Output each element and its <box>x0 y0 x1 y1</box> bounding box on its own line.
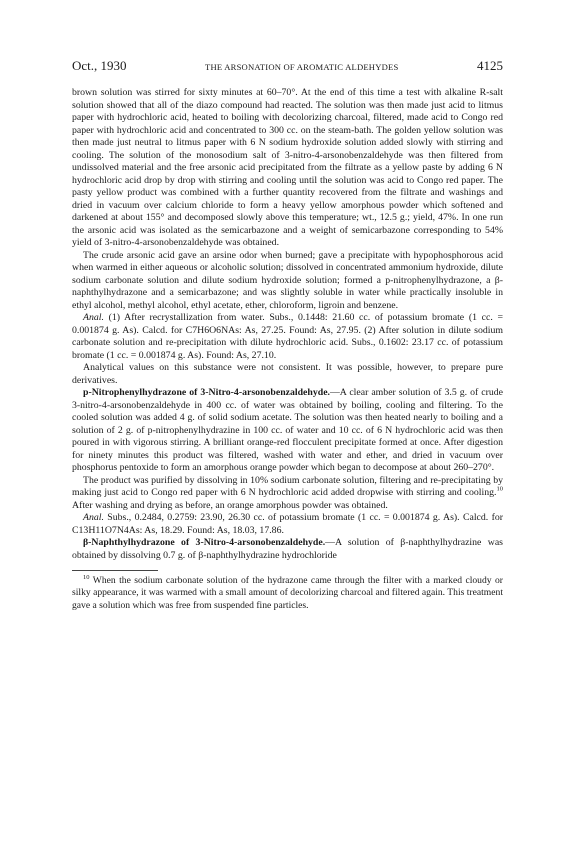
anal-label: Anal. <box>83 312 104 323</box>
paragraph-1: brown solution was stirred for sixty minutes at 60–70°. At the end of this time a test with alkaline R-salt solution showed that all of the diazo compound had reacted. The solution was then made just acid to litmus paper with hydrochloric acid, heated to boiling with decolorizing charcoal, filtered, made acid to Congo red paper with hydrochloric acid and concentrated to 300 cc. on the steam-bath. The golden yellow solution was then made just neutral to litmus paper with 6 N sodium hydroxide solution added slowly with stirring and cooling. The solution of the monosodium salt of 3-nitro-4-arsonobenzaldehyde was then filtered from undissolved material and the free arsonic acid precipitated from the filtrate as a yellow paste by adding 6 N hydrochloric acid drop by drop with stirring and cooling until the solution was acid to Congo red paper. The pasty yellow product was combined with a further quantity recovered from the filtrate and washings and dried in vacuum over calcium chloride to form a heavy yellow amorphous powder which softened and darkened at about 155° and decomposed slowly above this temperature; wt., 12.5 g.; yield, 47%. In one run the arsonic acid was isolated as the semicarbazone and a weight of semicarbazone corresponding to 54% yield of 3-nitro-4-arsonobenzaldehyde was obtained. <box>72 87 503 248</box>
article-body <box>72 87 503 562</box>
anal-label: Anal. <box>83 512 104 523</box>
footnote <box>72 575 503 612</box>
running-header <box>72 58 503 74</box>
paragraph-6: The product was purified by dissolving in 10% sodium carbonate solution, filtering and re-precipitating by making just acid to Congo red paper with 6 N hydrochloric acid added dropwise with stirring and cooling.$^{10}$ After washing and drying as before, an orange amorphous powder was obtained. <box>72 474 503 511</box>
analysis-2: Anal. Subs., 0.2484, 0.2759: 23.90, 26.30 cc. of potassium bromate (1 cc. = 0.001874 g. As). Calcd. for C13H11O7N4As: As, 18.29. Found: As, 18.03, 17.86. <box>72 512 504 536</box>
section-heading: β-Naphthylhydrazone of 3-Nitro-4-arsonobenzaldehyde. <box>83 537 326 548</box>
footnote-text: When the sodium carbonate solution of the hydrazone came through the filter with a marked cloudy or silky appearance, it was warmed with a small amount of decolorizing charcoal and filtered again. This treatment gave a solution which was free from suspended fine particles. <box>72 575 503 611</box>
footnote-ref: 10 <box>496 485 503 493</box>
section-nitrophenylhydrazone: p-Nitrophenylhydrazone of 3-Nitro-4-arsonobenzaldehyde.—A clear amber solution of 3.5 g. of crude 3-nitro-4-arsonobenzaldehyde in 400 cc. of water was obtained by boiling, cooling and filtering. To the cooled solution was added 4 g. of solid sodium acetate. The solution was then heated nearly to boiling and a solution of 2 g. of p-nitrophenylhydrazine in 100 cc. of water and 10 cc. of 6 N hydrochloric acid was then poured in with vigorous stirring. A brilliant orange-red flocculent precipitate formed at once. After digestion for ninety minutes this product was filtered, washed with water and ether, and dried in vacuum over phosphorus pentoxide to form an amorphous orange powder which began to decompose at about 260–270°. <box>72 387 503 473</box>
page-number: 4125 <box>476 58 503 73</box>
header-date: Oct., 1930 <box>72 58 127 73</box>
paragraph-4: Analytical values on this substance were not consistent. It was possible, however, to prepare pure derivatives. <box>72 362 503 386</box>
section-naphthylhydrazone: β-Naphthylhydrazone of 3-Nitro-4-arsonobenzaldehyde.—A solution of β-naphthylhydrazine was obtained by dissolving 0.7 g. of β-naphthylhydrazine hydrochloride <box>72 537 503 561</box>
footnote-marker: 10 <box>83 573 90 581</box>
section-heading: p-Nitrophenylhydrazone of 3-Nitro-4-arsonobenzaldehyde. <box>83 387 330 398</box>
footnote-divider <box>72 570 158 571</box>
journal-page <box>72 58 503 612</box>
analysis-1: Anal. (1) After recrystallization from water. Subs., 0.1448: 21.60 cc. of potassium bromate (1 cc. = 0.001874 g. As). Calcd. for C7H6O6NAs: As, 27.25. Found: As, 27.95. (2) After solution in dilute sodium carbonate solution and re-precipitation with dilute hydrochloric acid. Subs., 0.1602: 23.17 cc. of potassium bromate (1 cc. = 0.001874 g. As). Found: As, 27.10. <box>72 312 503 361</box>
header-title: THE ARSONATION OF AROMATIC ALDEHYDES <box>205 62 399 72</box>
paragraph-2: The crude arsonic acid gave an arsine odor when burned; gave a precipitate with hypophosphorous acid when warmed in either aqueous or alcoholic solution; dissolved in concentrated ammonium hydroxide, dilute sodium carbonate solution and dilute sodium hydroxide solution; formed a p-nitrophenylhydrazone, a β-naphthylhydrazone and a semicarbazone; and was slightly soluble in water while practically insoluble in ethyl alcohol, methyl alcohol, ethyl acetate, ether, chloroform, ligroin and benzene. <box>72 249 503 311</box>
